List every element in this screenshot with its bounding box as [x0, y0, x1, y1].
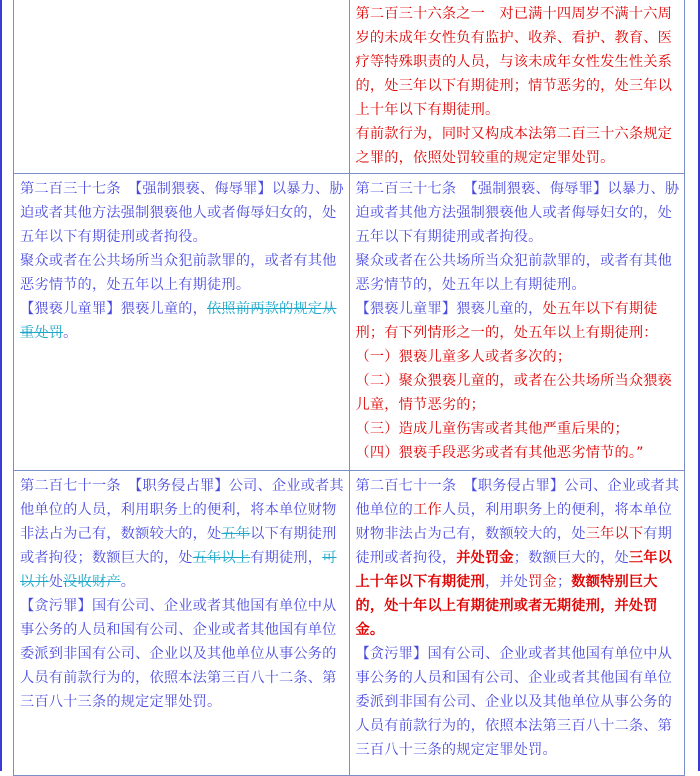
deleted-text: 五年	[221, 526, 251, 542]
clause-text: 处	[48, 574, 64, 590]
clause-paragraph	[356, 369, 681, 417]
amended-text: 工作	[413, 502, 442, 518]
clause-paragraph	[20, 474, 345, 594]
table-row	[14, 174, 685, 471]
amended-text: （二）聚众猥亵儿童的，或者在公共场所当众猥亵儿童，情节恶劣的；	[355, 373, 673, 413]
comparison-table	[13, 0, 685, 776]
new-text-cell	[349, 471, 685, 776]
clause-paragraph	[20, 297, 345, 345]
amended-text: 三年以上十年以下有期徒刑	[355, 550, 673, 590]
clause-text: ；	[556, 574, 572, 590]
clause-paragraph	[20, 249, 345, 297]
old-text-cell	[14, 471, 350, 776]
clause-text: 聚众或者在公共场所当众犯前款罪的，或者有其他恶劣情节的，处五年以上有期徒刑。	[355, 253, 673, 293]
clause-text: 【贪污罪】国有公司、企业或者其他国有单位中从事公务的人员和国有公司、企业或者其他国有单位委派到非国有公司、企业以及其他单位从事公务的人员有前款行为的，依照本法第三百八十二条、第三百八十三条的规定定罪处罚。	[355, 646, 673, 758]
clause-text: 以下有期徒刑或者拘役；数额巨大的，处	[20, 526, 337, 566]
clause-paragraph	[356, 177, 681, 249]
clause-paragraph	[356, 441, 681, 465]
new-text-cell	[349, 0, 685, 174]
cell-content	[20, 474, 345, 714]
old-text-cell	[14, 174, 350, 471]
amended-text: （三）造成儿童伤害或者其他严重后果的；	[355, 421, 629, 437]
table-row	[14, 471, 685, 776]
clause-paragraph	[356, 2, 681, 122]
cell-content	[356, 2, 681, 170]
amended-text: 有前款行为，同时又构成本法第二百三十六条规定之罪的，依照处罚较重的规定定罪处罚。	[355, 126, 673, 166]
clause-paragraph	[356, 642, 681, 762]
clause-text: 第二百三十七条 【强制猥亵、侮辱罪】以暴力、胁迫或者其他方法强制猥亵他人或者侮辱妇女的，处五年以下有期徒刑或者拘役。	[355, 181, 680, 245]
clause-paragraph	[356, 249, 681, 297]
clause-text: 聚众或者在公共场所当众犯前款罪的，或者有其他恶劣情节的，处五年以上有期徒刑。	[20, 253, 337, 293]
clause-text: ；数额巨大的，处	[513, 550, 629, 566]
clause-paragraph	[356, 297, 681, 345]
table-row	[14, 0, 685, 174]
clause-text: 有期徒刑，	[250, 550, 323, 566]
amended-text: 第二百三十六条之一 对已满十四周岁不满十六周岁的未成年女性负有监护、收养、看护、教育、医疗等特殊职责的人员，与该未成年女性发生性关系的，处三年以下有期徒刑；情节恶劣的，处三年以上十年以下有期徒刑。	[355, 6, 673, 118]
amended-text: 处五年以下有期徒刑；有下列情形之一的，处五年以上有期徒刑：	[355, 301, 658, 341]
clause-paragraph	[20, 594, 345, 714]
deleted-text: 依照前两款的规定从重处罚	[20, 301, 337, 341]
clause-text: 【贪污罪】国有公司、企业或者其他国有单位中从事公务的人员和国有公司、企业或者其他国有单位委派到非国有公司、企业以及其他单位从事公务的人员有前款行为的，依照本法第三百八十二条、第三百八十三条的规定定罪处罚。	[20, 598, 337, 710]
clause-paragraph	[356, 417, 681, 441]
clause-text: 第二百七十一条 【职务侵占罪】公司、企业或者其他单位的人员，利用职务上的便利，将本单位财物非法占为己有，数额较大的，处	[20, 478, 344, 542]
clause-text: 【猥亵儿童罪】猥亵儿童的，	[20, 301, 208, 317]
cell-content	[20, 177, 345, 345]
clause-paragraph	[356, 122, 681, 170]
new-text-cell	[349, 174, 685, 471]
amended-text: 罚金	[528, 574, 557, 590]
clause-text: 。	[120, 574, 136, 590]
left-edge-line	[0, 0, 2, 771]
clause-paragraph	[356, 345, 681, 369]
deleted-text: 可以并	[20, 550, 337, 590]
clause-text: 第二百三十七条 【强制猥亵、侮辱罪】以暴力、胁迫或者其他方法强制猥亵他人或者侮辱妇女的，处五年以下有期徒刑或者拘役。	[20, 181, 344, 245]
clause-text: 。	[63, 325, 78, 341]
clause-text: 第二百七十一条 【职务侵占罪】公司、企业或者其他单位的	[355, 478, 680, 518]
amended-text: （四）猥亵手段恶劣或者有其他恶劣情节的。”	[355, 445, 644, 461]
clause-paragraph	[20, 177, 345, 249]
cell-content	[356, 474, 681, 762]
deleted-text: 五年以上	[192, 550, 251, 566]
cell-content	[356, 177, 681, 465]
amended-text: 数额特别巨大的，处十年以上有期徒刑或者无期徒刑，并处罚金。	[355, 574, 658, 638]
clause-paragraph	[356, 474, 681, 642]
clause-text: ，并处	[485, 574, 529, 590]
clause-text: 有期徒刑或者拘役，	[355, 526, 673, 566]
amended-text: （一）猥亵儿童多人或者多次的；	[355, 349, 572, 365]
amended-text: 三年以下	[585, 526, 644, 542]
amended-text: 并处罚金	[456, 550, 514, 566]
clause-text: 【猥亵儿童罪】猥亵儿童的，	[355, 301, 543, 317]
deleted-text: 没收财产	[63, 574, 121, 590]
old-text-cell	[14, 0, 350, 174]
clause-text: 人员，利用职务上的便利，将本单位财物非法占为己有，数额较大的，处	[355, 502, 673, 542]
